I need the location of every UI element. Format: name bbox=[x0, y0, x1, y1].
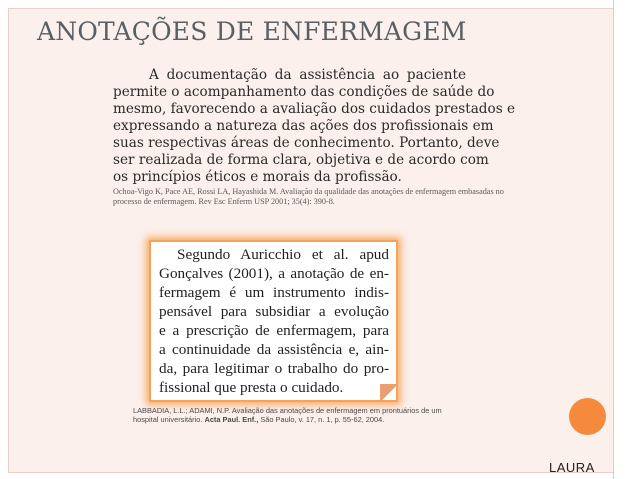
citation-text: hospital universitário. bbox=[133, 415, 205, 424]
paragraph-line: expressando a natureza das ações dos profissionais em bbox=[113, 118, 494, 134]
quote-line: Segundo Auricchio et al. apud bbox=[177, 246, 389, 263]
quote-line: a continuidade da assistência e, ain- bbox=[159, 341, 389, 358]
slide-title: ANOTAÇÕES DE ENFERMAGEM bbox=[37, 17, 467, 46]
citation-line: Ochoa-Vigo K, Pace AE, Rossi LA, Hayashida M. Avaliação da qualidade das anotações de enfermagem embasadas no bbox=[113, 187, 504, 196]
quote-line: e a prescrição de enfermagem, para bbox=[159, 322, 389, 339]
quote-line: pensável para subsidiar a evolução bbox=[159, 303, 389, 320]
paragraph-line: ser realizada de forma clara, objetiva e de acordo com bbox=[113, 152, 489, 168]
page-curl-corner bbox=[380, 384, 398, 402]
quote-line: Gonçalves (2001), a anotação de en- bbox=[159, 265, 389, 282]
paragraph-line: A documentação da assistência ao paciente bbox=[149, 67, 466, 83]
quote-line: fissional que presta o cuidado. bbox=[159, 379, 344, 396]
highlighted-quote-text bbox=[159, 245, 389, 397]
reference-citation-2 bbox=[133, 406, 453, 424]
quote-line: da, para legitimar o trabalho do pro- bbox=[159, 360, 389, 377]
reference-citation-1 bbox=[113, 187, 523, 207]
citation-line: processo de enfermagem. Rev Esc Enferm USP 2001; 35(4): 390-8. bbox=[113, 197, 335, 206]
quote-line: fermagem é um instrumento indis- bbox=[159, 284, 389, 301]
citation-line bbox=[133, 415, 453, 424]
paragraph-line: suas respectivas áreas de conhecimento. Portanto, deve bbox=[113, 135, 500, 151]
highlighted-quote-box bbox=[149, 240, 398, 402]
paragraph-line: permite o acompanhamento das condições de saúde do bbox=[113, 84, 495, 100]
decorative-circle bbox=[569, 398, 606, 435]
paragraph-line: os princípios éticos e morais da profissão. bbox=[113, 169, 402, 185]
slide-right-rule bbox=[613, 0, 614, 479]
paragraph-line: mesmo, favorecendo a avaliação dos cuidados prestados e bbox=[113, 101, 516, 117]
citation-text: São Paulo, v. 17, n. 1, p. 55-62, 2004. bbox=[258, 415, 385, 424]
author-label: LAURA bbox=[549, 460, 595, 475]
quote-paragraph bbox=[113, 67, 516, 186]
citation-journal: Acta Paul. Enf., bbox=[204, 415, 259, 424]
citation-line: LABBADIA, L.L.; ADAMI, N.P. Avaliação das anotações de enfermagem em prontuários de um bbox=[133, 406, 442, 415]
